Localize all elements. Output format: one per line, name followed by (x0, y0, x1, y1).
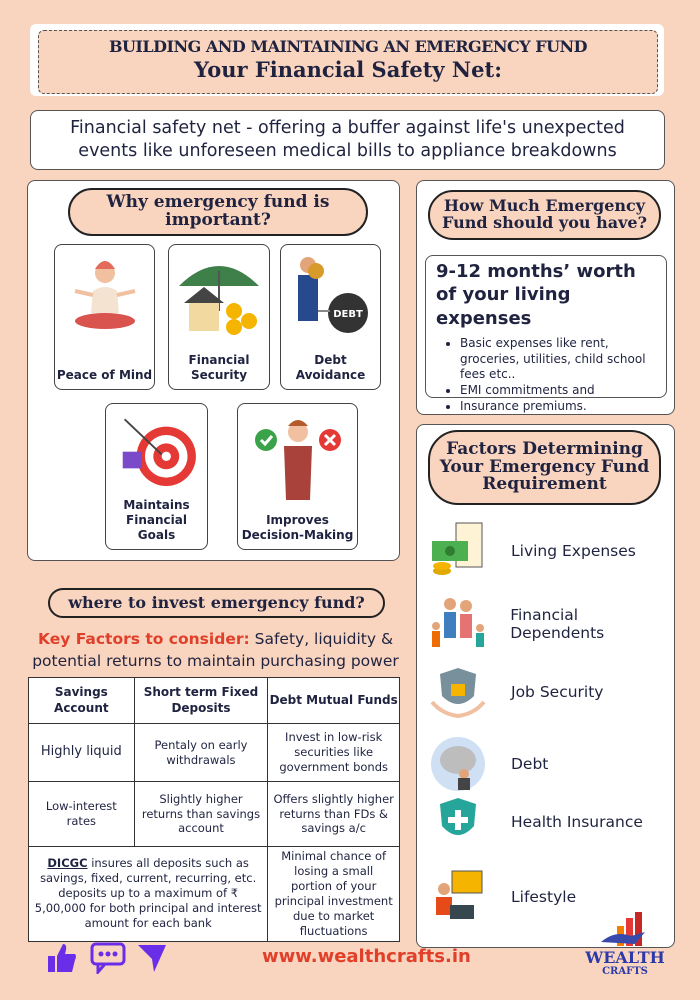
factor-label: Living Expenses (511, 542, 636, 560)
table-cell: Highly liquid (29, 724, 135, 782)
factor-label: Lifestyle (511, 888, 577, 906)
website-link[interactable]: www.wealthcrafts.in (262, 946, 471, 967)
table-row (29, 724, 400, 782)
bullet-item: • Basic expenses like rent, groceries, utilities, child school fees etc.. (460, 336, 656, 383)
card-peace-of-mind (54, 244, 155, 390)
how-much-title: How Much Emergency Fund should you have? (428, 190, 661, 240)
key-factors-label: Key Factors to consider: (37, 630, 250, 648)
key-factors-text: Safety, liquidity & potential returns to maintain purchasing power (32, 630, 399, 671)
target-icon (112, 410, 202, 498)
intro-text: Financial safety net - offering a buffer against life's unexpected events like unforeseen medical bills to appliance breakdowns (70, 118, 625, 161)
factor-label: Debt (511, 755, 549, 773)
table-cell: Low-interest rates (29, 782, 135, 847)
card-decision-making (237, 403, 358, 550)
intro-box (30, 110, 665, 170)
factor-label: Job Security (511, 683, 604, 701)
chat-icon[interactable] (90, 942, 126, 974)
factor-label: Financial Dependents (510, 606, 605, 642)
table-row (29, 782, 400, 847)
table-header: Savings Account (29, 678, 135, 724)
table-cell: Pentaly on early withdrawals (134, 724, 268, 782)
table-cell: Minimal chance of losing a small portion of your principal investment due to market fluctuations (268, 847, 400, 942)
page-subtitle: Your Financial Safety Net: (194, 57, 502, 82)
table-cell: Invest in low-risk securities like government bonds (268, 724, 400, 782)
factor-debt (425, 734, 675, 794)
table-header: Debt Mutual Funds (268, 678, 400, 724)
decision-person-icon (248, 410, 348, 505)
table-cell: Offers slightly higher returns than FDs & savings a/c (268, 782, 400, 847)
factor-living-expenses (425, 521, 675, 581)
factor-health-insurance (425, 792, 675, 852)
logo-bars-icon (595, 912, 655, 946)
health-shield-icon (428, 792, 488, 852)
card-debt-avoidance (280, 244, 381, 390)
table-cell: Slightly higher returns than savings account (134, 782, 268, 847)
meditation-icon (65, 251, 145, 341)
logo-text-top: WEALTH (585, 948, 665, 967)
header-box (38, 30, 658, 94)
dicgc-cell (29, 847, 268, 942)
table-row (29, 847, 400, 942)
bullet-item: • EMI commitments and (460, 383, 656, 399)
bills-icon (428, 521, 488, 581)
how-much-box (425, 255, 667, 413)
card-financial-goals (105, 403, 208, 550)
thumbs-up-icon[interactable] (46, 942, 78, 974)
table-header: Short term Fixed Deposits (134, 678, 268, 724)
key-factors (18, 628, 413, 673)
logo-text-bottom: CRAFTS (602, 966, 648, 977)
umbrella-coins-icon (174, 251, 264, 341)
social-icons (46, 942, 168, 974)
shield-lock-icon (428, 662, 488, 722)
card-label: Improves Decision-Making (241, 513, 354, 542)
card-label: Financial Security (188, 353, 250, 382)
card-label: Peace of Mind (56, 368, 153, 382)
debt-ball-icon (286, 251, 376, 341)
family-icon (428, 594, 488, 654)
factors-title: Factors Determining Your Emergency Fund Requirement (428, 430, 661, 505)
debt-burden-icon (428, 734, 488, 794)
wealthcrafts-logo (580, 912, 670, 977)
invest-title: where to invest emergency fund? (48, 588, 385, 618)
factor-job-security (425, 662, 675, 722)
shopping-laptop-icon (428, 867, 488, 927)
dicgc-text: insures all deposits such as savings, fixed, current, recurring, etc. deposits up to a maximum of ₹ 5,00,000 for both principal and interest amount for each bank (34, 856, 262, 931)
bullet-item: • Insurance premiums. (460, 399, 656, 415)
card-label: Debt Avoidance (295, 353, 366, 382)
send-icon[interactable] (138, 943, 168, 973)
why-title: Why emergency fund is important? (68, 188, 368, 236)
how-much-headline: 9-12 months’ worth of your living expenses (436, 261, 636, 329)
page-title: BUILDING AND MAINTAINING AN EMERGENCY FUND (108, 37, 588, 56)
factor-financial-dependents (425, 594, 675, 654)
card-label: Maintains Financial Goals (123, 498, 190, 542)
dicgc-label: DICGC (47, 856, 88, 871)
investment-table (28, 677, 400, 938)
debt-tag: DEBT (332, 309, 363, 320)
card-financial-security (168, 244, 270, 390)
factor-label: Health Insurance (511, 813, 643, 831)
